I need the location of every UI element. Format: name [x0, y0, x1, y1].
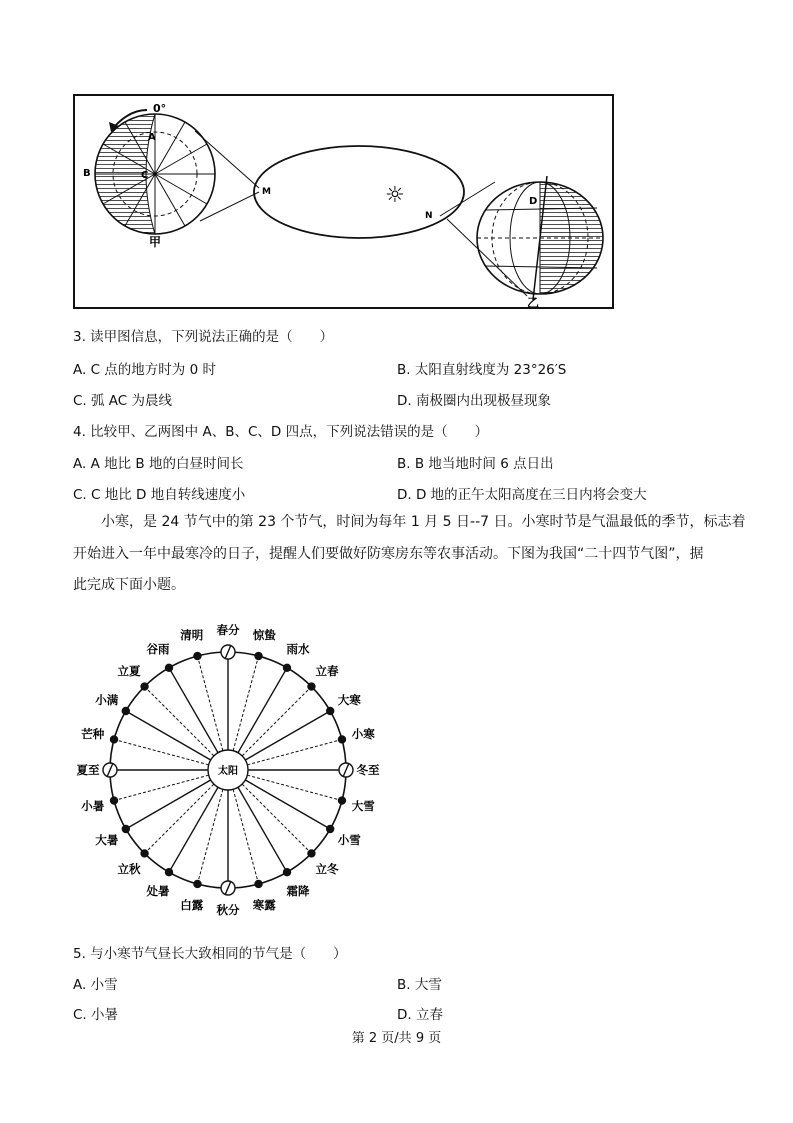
spoke-line: [145, 784, 214, 853]
q3-stem: 3. 读甲图信息，下列说法正确的是（ ）: [73, 329, 334, 345]
solar-term-label: 立秋: [117, 861, 141, 876]
q4-option-d[interactable]: D. D 地的正午太阳高度在三日内将会变大: [397, 487, 647, 503]
solar-term-label: 谷雨: [146, 641, 170, 656]
earth-marker: [110, 796, 118, 804]
label-B: B: [83, 168, 91, 179]
solar-term-label: 立春: [315, 664, 339, 679]
earth-marker: [338, 796, 346, 804]
q4-option-b[interactable]: B. B 地当地时间 6 点日出: [397, 456, 554, 472]
earth-marker: [283, 868, 291, 876]
spoke-line: [197, 656, 222, 751]
spoke-line: [145, 687, 214, 756]
figure-earth-orbit: [73, 94, 614, 309]
label-yi: 乙: [527, 296, 540, 307]
spoke-line: [233, 789, 258, 884]
q4-option-c[interactable]: C. C 地比 D 地自转线速度小: [73, 487, 246, 503]
earth-marker: [122, 707, 130, 715]
globe-yi: [477, 176, 603, 307]
earth-marker: [307, 849, 315, 857]
earth-marker: [326, 825, 334, 833]
earth-marker: [193, 880, 201, 888]
earth-marker: [122, 825, 130, 833]
solar-term-label: 芒种: [81, 726, 105, 741]
spoke-line: [197, 789, 222, 884]
spoke-line: [114, 775, 209, 800]
q5-option-d[interactable]: D. 立春: [397, 1007, 443, 1023]
q4-option-a[interactable]: A. A 地比 B 地的白昼时间长: [73, 456, 244, 472]
earth-marker: [283, 664, 291, 672]
label-jia: 甲: [149, 235, 162, 249]
solar-term-label: 雨水: [286, 641, 310, 656]
label-M: M: [262, 187, 271, 197]
solar-term-label: 立夏: [117, 664, 141, 679]
label-A: A: [148, 132, 156, 143]
earth-orbit-diagram: [75, 96, 612, 307]
q3-option-b[interactable]: B. 太阳直射线度为 23°26′S: [397, 362, 567, 378]
solar-term-label: 夏至: [76, 763, 100, 777]
solar-terms-diagram: [70, 610, 390, 925]
solar-term-label: 惊蛰: [252, 627, 276, 642]
solar-term-label: 秋分: [216, 903, 240, 917]
earth-marker: [254, 652, 262, 660]
earth-marker: [165, 868, 173, 876]
solar-term-label: 小满: [95, 693, 119, 707]
q5-option-c[interactable]: C. 小暑: [73, 1007, 119, 1023]
spoke-line: [247, 739, 342, 764]
solar-term-label: 大雪: [351, 799, 375, 814]
solar-term-label: 大暑: [95, 833, 119, 847]
earth-marker: [254, 880, 262, 888]
spoke-line: [242, 687, 311, 756]
spoke-line: [114, 739, 209, 764]
q5-option-a[interactable]: A. 小雪: [73, 977, 118, 993]
solar-term-label: 春分: [216, 623, 240, 637]
q3-option-a[interactable]: A. C 点的地方时为 0 时: [73, 362, 216, 378]
spoke-line: [247, 775, 342, 800]
q3-option-c[interactable]: C. 弧 AC 为晨线: [73, 393, 173, 409]
globe-jia: [83, 102, 215, 249]
label-0deg: 0°: [153, 102, 167, 115]
q5-option-b[interactable]: B. 大雪: [397, 977, 442, 993]
earth-marker: [165, 664, 173, 672]
earth-marker: [307, 682, 315, 690]
solar-term-label: 小寒: [351, 726, 375, 741]
earth-marker: [326, 707, 334, 715]
solar-term-label: 大寒: [337, 693, 361, 707]
solar-term-label: 小暑: [81, 799, 105, 814]
earth-marker: [140, 849, 148, 857]
solar-term-label: 冬至: [356, 763, 380, 777]
page-footer: 第 2 页/共 9 页: [351, 1031, 442, 1046]
sun-icon: ☼: [385, 183, 405, 208]
solar-term-label: 清明: [180, 627, 204, 642]
q5-stem: 5. 与小寒节气昼长大致相同的节气是（ ）: [73, 946, 347, 962]
sun-label: 太阳: [218, 766, 238, 777]
solar-term-label: 白露: [180, 898, 204, 913]
q3-option-d[interactable]: D. 南极圈内出现极昼现象: [397, 393, 551, 409]
spoke-line: [233, 656, 258, 751]
label-D: D: [529, 196, 538, 207]
solar-term-label: 处暑: [146, 884, 170, 899]
label-N: N: [425, 211, 433, 221]
orbit-ellipse: [254, 146, 464, 238]
solar-term-label: 寒露: [252, 898, 276, 913]
earth-marker: [110, 735, 118, 743]
solar-term-label: 小雪: [337, 833, 361, 847]
earth-marker: [193, 652, 201, 660]
spoke-line: [242, 784, 311, 853]
passage-line-1: 小寒，是 24 节气中的第 23 个节气，时间为每年 1 月 5 日--7 日。小寒时节是气温最低的季节，标志着: [101, 514, 746, 530]
earth-marker: [338, 735, 346, 743]
passage-line-2: 开始进入一年中最寒冷的日子，提醒人们要做好防寒房东等农事活动。下图为我国“二十四节气图”，据: [73, 546, 704, 562]
passage-line-3: 此完成下面小题。: [73, 577, 185, 593]
solar-term-label: 霜降: [286, 884, 310, 899]
q4-stem: 4. 比较甲、乙两图中 A、B、C、D 四点，下列说法错误的是（ ）: [73, 424, 489, 440]
label-C: C: [141, 170, 149, 181]
earth-marker: [140, 682, 148, 690]
solar-term-label: 立冬: [315, 861, 339, 876]
